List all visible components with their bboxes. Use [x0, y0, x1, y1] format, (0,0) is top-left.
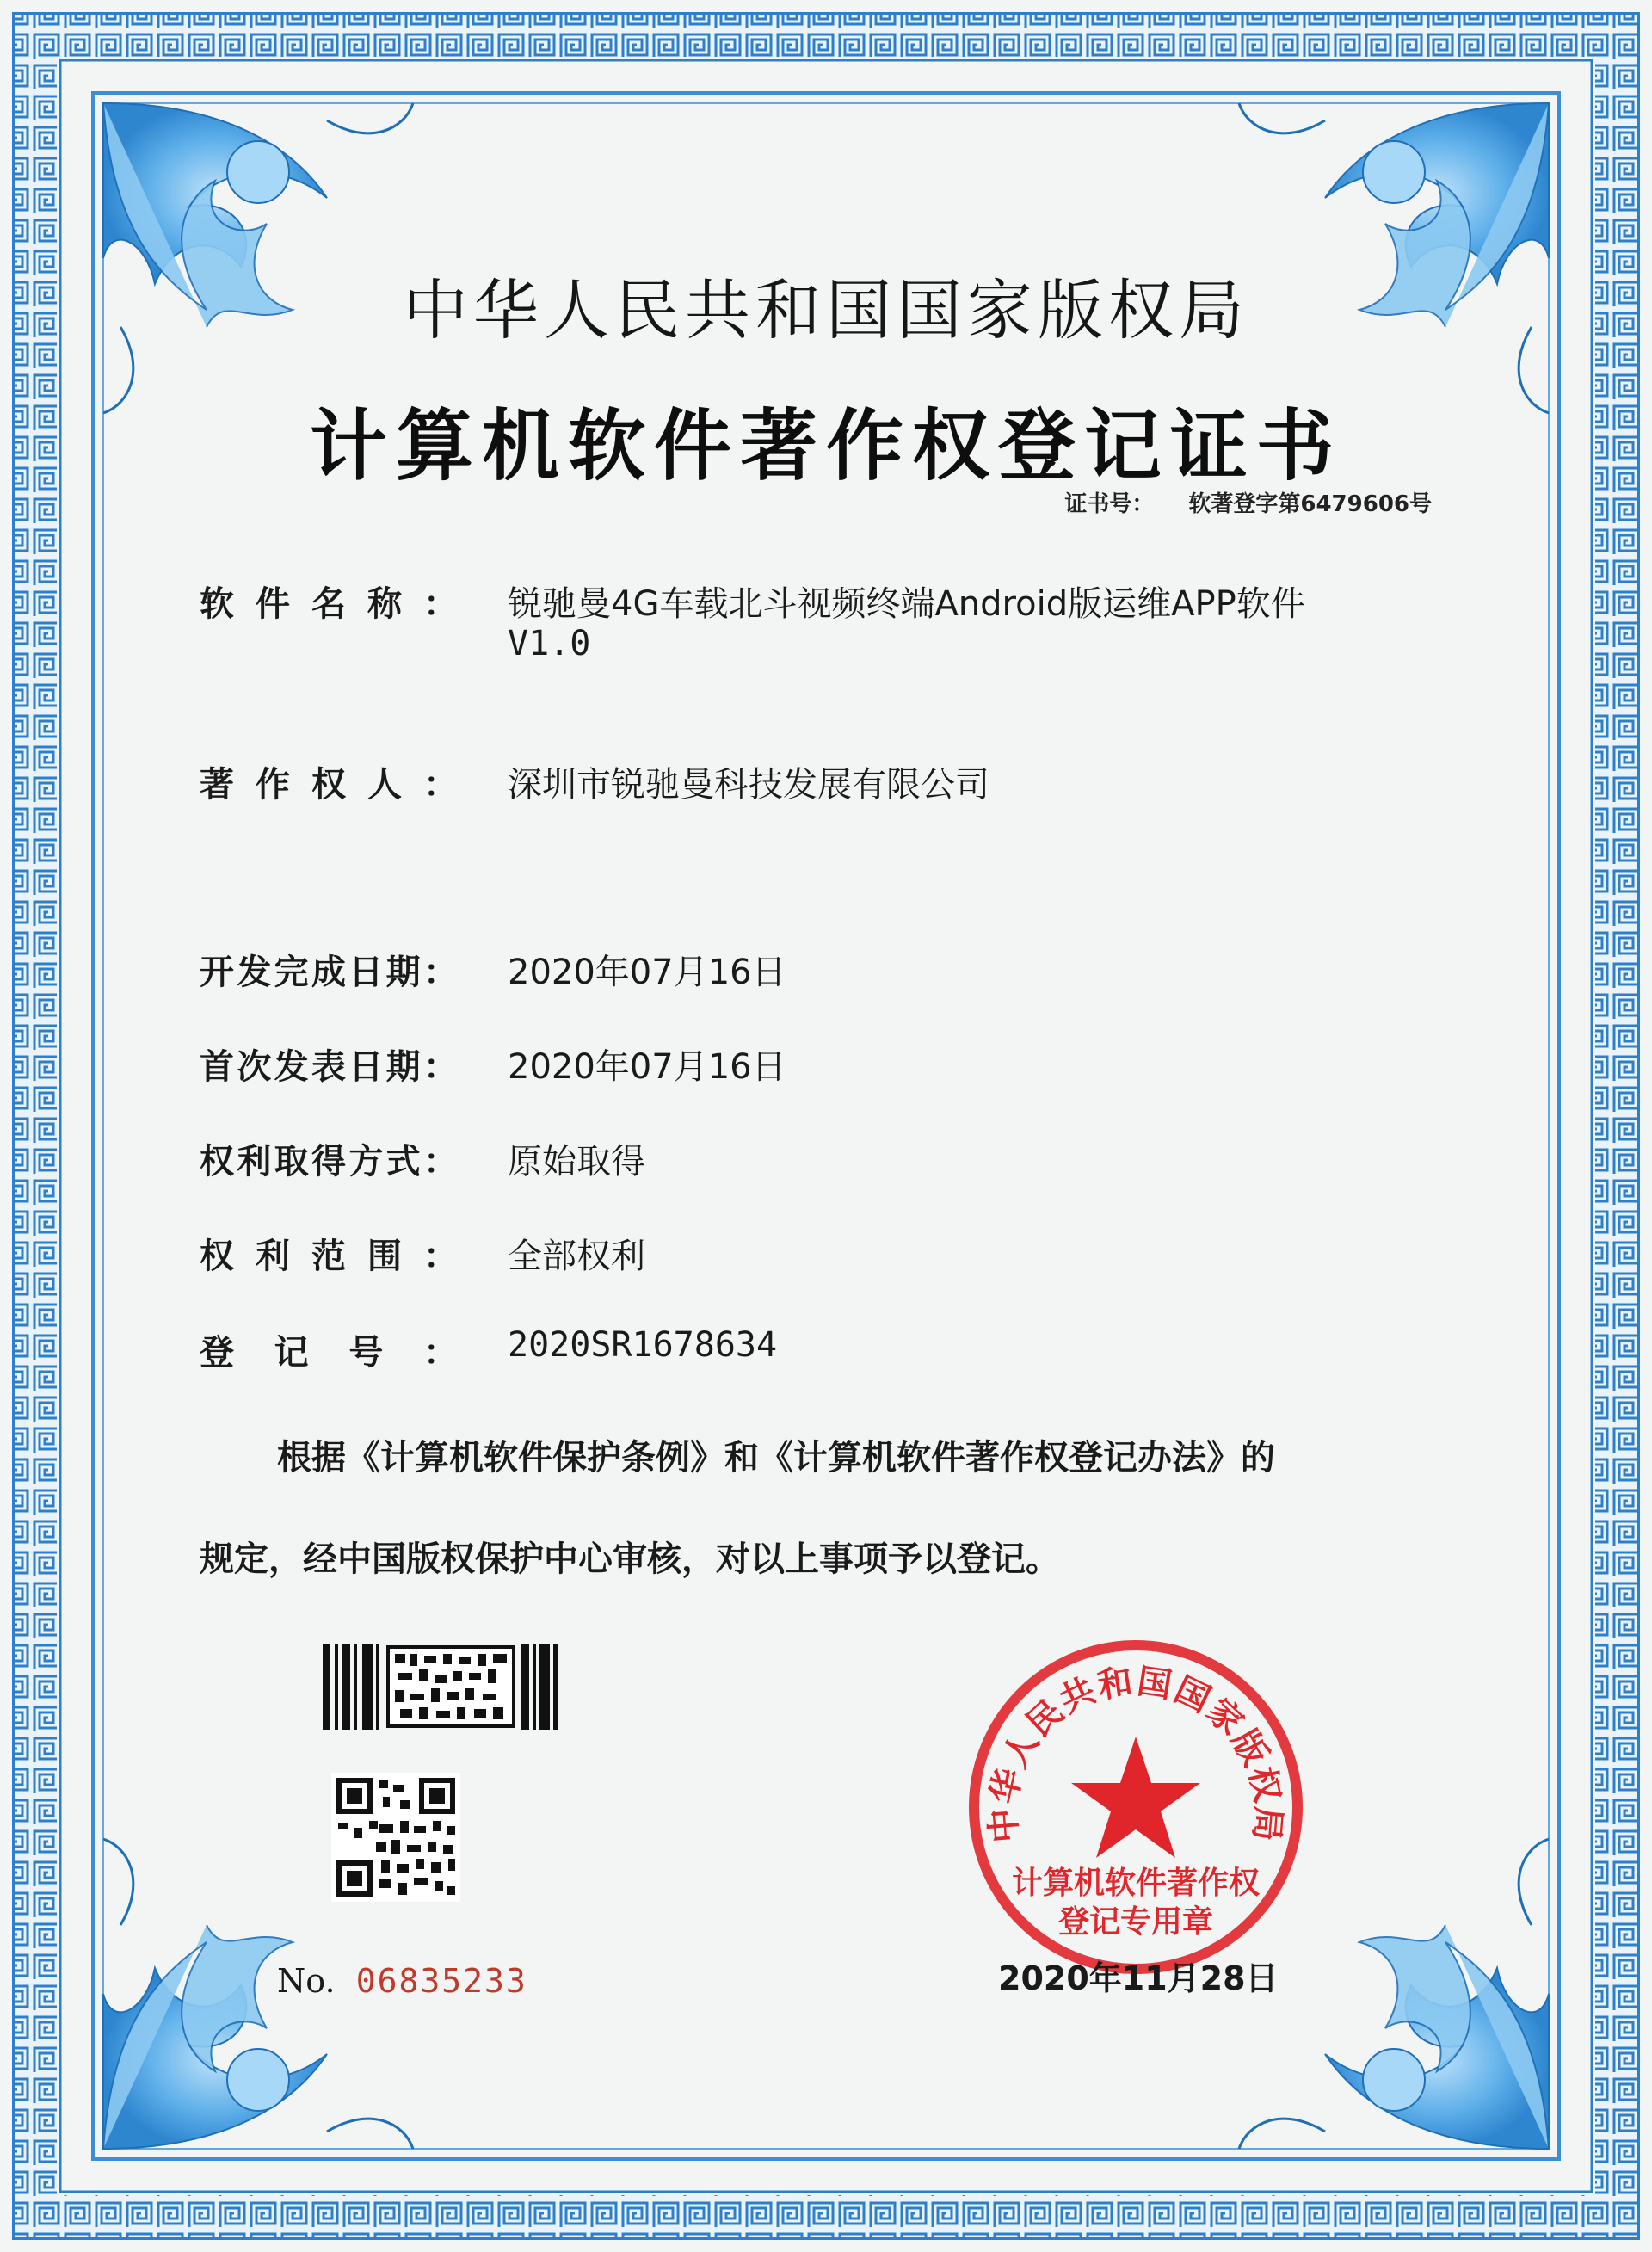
field-value-copyright-owner: 深圳市锐驰曼科技发展有限公司 [508, 765, 989, 805]
field-label-copyright-owner: 著作权人： [200, 765, 458, 805]
field-value-rights-scope: 全部权利 [508, 1237, 645, 1276]
certificate-number-label: 证书号： [1064, 491, 1155, 517]
field-label-rights-scope: 权利范围： [200, 1237, 458, 1276]
seal-inner-line-1: 计算机软件著作权 [1011, 1866, 1261, 1901]
field-value-development-date: 2020年07月16日 [508, 953, 786, 992]
field-value-software-version: V1.0 [508, 624, 591, 663]
certificate-number-value: 软著登字第6479606号 [1188, 491, 1432, 517]
qr-code [331, 1773, 460, 1902]
serial-number [277, 1962, 527, 2000]
certificate-number [1064, 486, 1432, 518]
field-label-registration-number: 登记号： [200, 1333, 458, 1373]
field-label-acquisition-method: 权利取得方式： [200, 1142, 458, 1182]
field-label-software-name: 软件名称： [200, 584, 458, 624]
field-label-publication-date: 首次发表日期： [200, 1047, 458, 1087]
issuing-authority: 中华人民共和国国家版权局 [403, 272, 1249, 349]
barcode [323, 1644, 564, 1730]
field-value-publication-date: 2020年07月16日 [508, 1047, 786, 1087]
seal-outer-text: 中华人民共和国国家版权局 [983, 1661, 1289, 1845]
serial-prefix: No. [277, 1962, 336, 2000]
certificate-title: 计算机软件著作权登记证书 [310, 401, 1342, 491]
field-value-software-name: 锐驰曼4G车载北斗视频终端Android版运维APP软件 [508, 584, 1305, 624]
issue-date: 2020年11月28日 [998, 1959, 1279, 1997]
field-value-registration-number: 2020SR1678634 [508, 1325, 778, 1365]
field-value-acquisition-method: 原始取得 [508, 1142, 645, 1182]
official-seal [964, 1635, 1308, 1979]
statement-line-1: 根据《计算机软件保护条例》和《计算机软件著作权登记办法》的 [277, 1438, 1275, 1478]
seal-inner-line-2: 登记专用章 [1057, 1904, 1214, 1940]
serial-value: 06835233 [355, 1962, 527, 2000]
field-label-development-date: 开发完成日期： [200, 953, 458, 992]
statement-line-2: 规定，经中国版权保护中心审核，对以上事项予以登记。 [200, 1539, 1060, 1579]
